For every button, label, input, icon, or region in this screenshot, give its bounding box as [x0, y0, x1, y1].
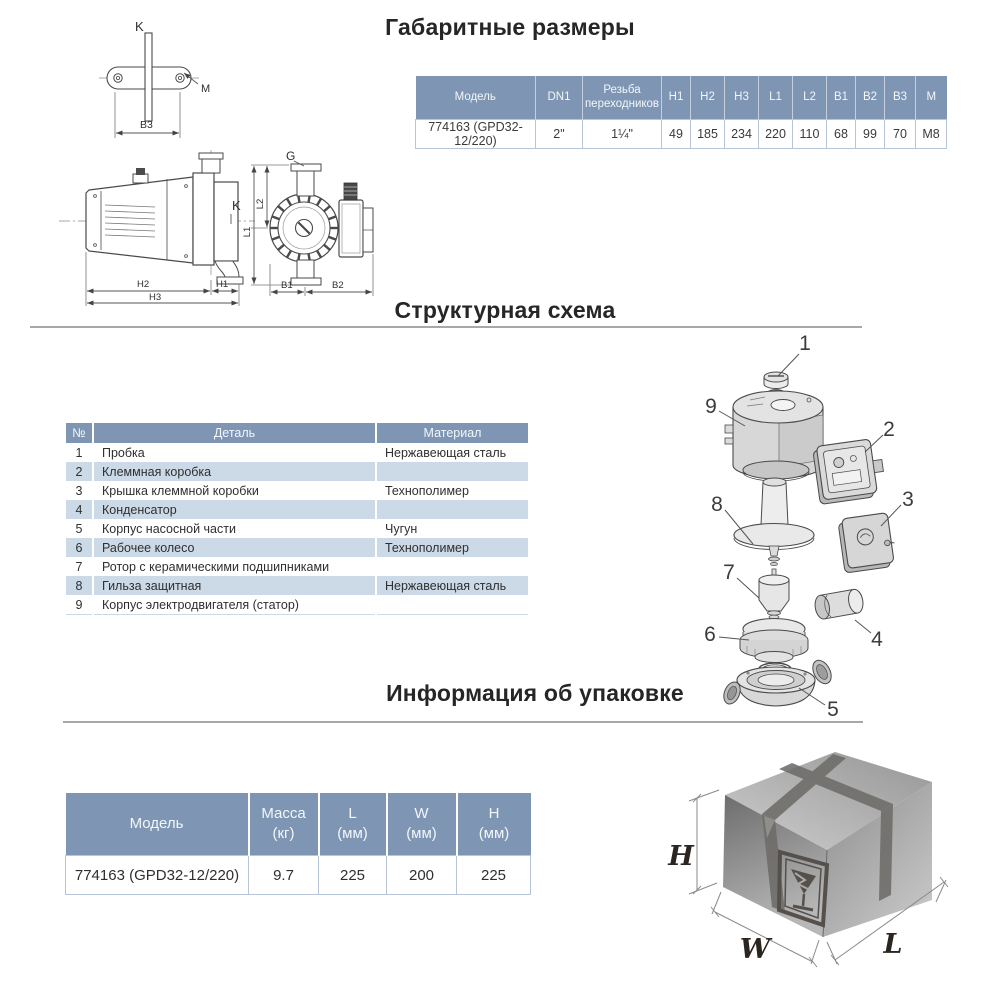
- package-table: [65, 793, 531, 895]
- table-header-row: [66, 423, 528, 443]
- col-w: W (мм): [387, 793, 457, 856]
- table-row: 774163 (GPD32-12/220) 9.7 225 200 225: [66, 856, 531, 895]
- part-number-2: 2: [883, 418, 895, 441]
- divider: [63, 721, 863, 723]
- part-number-6: 6: [704, 623, 716, 646]
- section-title-structure: Структурная схема: [394, 297, 616, 323]
- col-mass: Масса (кг): [249, 793, 319, 856]
- table-row: 6 Рабочее колесо Технополимер: [66, 538, 528, 557]
- pump-dimension-drawing: [55, 148, 395, 310]
- col-material: Материал: [376, 423, 528, 443]
- col-b1: B1: [827, 76, 856, 120]
- label-k-side: K: [232, 198, 241, 213]
- col-l2: L2: [793, 76, 827, 120]
- label-h2: H2: [137, 279, 150, 290]
- label-b1: B1: [281, 280, 293, 291]
- section-title-packaging: Информация об упаковке: [386, 680, 684, 706]
- label-h1: H1: [216, 279, 229, 290]
- table-row: 7 Ротор с керамическими подшипниками: [66, 557, 528, 576]
- col-b3: B3: [885, 76, 916, 120]
- col-h1: H1: [662, 76, 691, 120]
- part-number-1: 1: [799, 332, 811, 355]
- part-number-7: 7: [723, 561, 735, 584]
- col-b2: B2: [856, 76, 885, 120]
- label-k-bracket: K: [135, 19, 144, 34]
- part-number-5: 5: [827, 698, 839, 717]
- col-h2: H2: [691, 76, 725, 120]
- label-l2: L2: [255, 198, 266, 210]
- part-number-4: 4: [871, 628, 883, 651]
- col-thread: Резьба переходников: [583, 76, 662, 120]
- col-m: M: [916, 76, 947, 120]
- col-number: №: [66, 423, 93, 443]
- col-part: Деталь: [93, 423, 376, 443]
- table-header-row: [66, 793, 531, 856]
- col-model: Модель: [416, 76, 536, 120]
- col-l1: L1: [759, 76, 793, 120]
- col-l: L (мм): [319, 793, 387, 856]
- section-title-dimensions: Габаритные размеры: [385, 14, 635, 40]
- package-box-drawing: [655, 740, 985, 990]
- part-number-3: 3: [902, 488, 914, 511]
- part-number-9: 9: [705, 395, 717, 418]
- col-h3: H3: [725, 76, 759, 120]
- table-row: 8 Гильза защитная Нержавеющая сталь: [66, 576, 528, 595]
- label-b2: B2: [332, 280, 344, 291]
- bracket-dimension-drawing: [85, 12, 220, 142]
- table-row: 1 Пробка Нержавеющая сталь: [66, 443, 528, 462]
- label-box-h: H: [668, 841, 694, 872]
- divider: [30, 326, 862, 328]
- exploded-view-diagram: [695, 332, 980, 717]
- col-h: H (мм): [457, 793, 531, 856]
- table-row: 774163 (GPD32-12/220) 2" 1¼" 49 185 234 220 110 68 99 70 M8: [416, 120, 947, 149]
- col-dn1: DN1: [536, 76, 583, 120]
- table-header-row: [416, 76, 947, 120]
- label-g: G: [286, 149, 296, 163]
- table-row: 9 Корпус электродвигателя (статор): [66, 595, 528, 615]
- part-number-8: 8: [711, 493, 723, 516]
- col-model: Модель: [66, 793, 249, 856]
- table-row: 2 Клеммная коробка: [66, 462, 528, 481]
- label-b3: B3: [140, 119, 153, 131]
- table-row: 3 Крышка клеммной коробки Технополимер: [66, 481, 528, 500]
- table-row: 4 Конденсатор: [66, 500, 528, 519]
- label-h3: H3: [149, 292, 162, 303]
- table-row: 5 Корпус насосной части Чугун: [66, 519, 528, 538]
- label-l1: L1: [242, 226, 253, 238]
- label-box-w: W: [739, 934, 771, 965]
- label-m: M: [201, 83, 211, 95]
- label-box-l: L: [883, 929, 903, 960]
- dimensions-table: [415, 76, 947, 149]
- parts-table: [66, 423, 528, 615]
